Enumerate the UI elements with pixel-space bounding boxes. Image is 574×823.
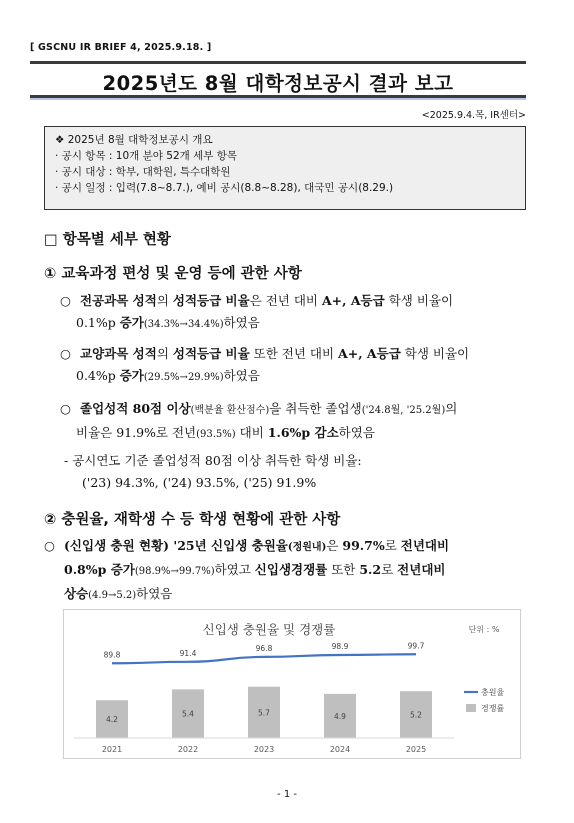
summary-heading: ❖ 2025년 8월 대학정보공시 개요 — [55, 134, 213, 146]
bullet-enrollment: ○ (신입생 충원 현황) '25년 신입생 충원율(정원내)은 99.7%로 전년대비 0.8%p 증가(98.9%→99.7%)하였고 신입생경쟁률 또한 5.2로 전년대비 상승(4.9→5.2)하였음 — [44, 535, 528, 607]
brief-label: [ GSCNU IR BRIEF 4, 2025.9.18. ] — [30, 42, 212, 53]
page-number: - 1 - — [277, 789, 297, 800]
line-data-label: 89.8 — [103, 650, 121, 660]
bar-data-label: 4.2 — [106, 715, 118, 725]
legend-label: 경쟁률 — [481, 704, 505, 713]
summary-item: · 공시 대상 : 학부, 대학원, 특수대학원 — [55, 166, 231, 178]
bullet-mark: ○ — [44, 538, 55, 553]
line-data-label: 99.7 — [407, 641, 425, 651]
line-data-label: 98.9 — [331, 642, 349, 652]
legend-label: 충원율 — [481, 688, 505, 697]
chart-canvas — [64, 610, 520, 758]
bar-data-label: 5.4 — [182, 709, 194, 719]
subsection-title-1: ① 교육과정 편성 및 운영 등에 관한 사항 — [44, 266, 302, 282]
x-tick-label: 2021 — [101, 745, 123, 754]
line-data-label: 96.8 — [255, 643, 273, 653]
x-tick-label: 2022 — [177, 745, 199, 754]
summary-item: · 공시 항목 : 10개 분야 52개 세부 항목 — [55, 150, 238, 162]
title-bottom-accent-rule — [30, 98, 526, 100]
title-top-rule — [30, 61, 526, 64]
bullet-graduation-grades: ○ 졸업성적 80점 이상(백분율 환산점수)을 취득한 졸업생('24.8월, '25.2월)의 비율은 91.9%로 전년(93.5%) 대비 1.6%p 감소하였음 — [60, 398, 530, 446]
enrollment-chart — [63, 609, 521, 759]
x-tick-label: 2023 — [253, 745, 275, 754]
x-tick-label: 2025 — [405, 745, 427, 754]
bullet-mark: ○ — [60, 401, 71, 416]
report-date: <2025.9.4.목, IR센터> — [421, 110, 526, 121]
bar-data-label: 4.9 — [334, 711, 346, 721]
bullet-mark: ○ — [60, 293, 71, 308]
bar-data-label: 5.7 — [258, 708, 270, 718]
summary-box — [44, 126, 526, 210]
line-fill-rate — [112, 654, 416, 663]
bullet-liberal-grades: ○ 교양과목 성적의 성적등급 비율 또한 전년 대비 A+, A등급 학생 비율이 0.4%p 증가(29.5%→29.9%)하였음 — [60, 343, 530, 389]
graduation-rate-note: - 공시연도 기준 졸업성적 80점 이상 취득한 학생 비율: ('23) 94.3%, ('24) 93.5%, ('25) 91.9% — [64, 453, 362, 490]
bullet-major-grades: ○ 전공과목 성적의 성적등급 비율은 전년 대비 A+, A등급 학생 비율이 0.1%p 증가(34.3%→34.4%)하였음 — [60, 290, 530, 336]
chart-unit: 단위 : % — [468, 625, 500, 634]
page-title: 2025년도 8월 대학정보공시 결과 보고 — [102, 72, 454, 95]
summary-item: · 공시 일정 : 입력(7.8~8.7.), 예비 공시(8.8~8.28), 대국민 공시(8.29.) — [55, 182, 394, 194]
subsection-title-2: ② 충원율, 재학생 수 등 학생 현황에 관한 사항 — [44, 512, 341, 528]
chart-title: 신입생 충원율 및 경쟁률 — [202, 622, 336, 637]
section-title: □ 항목별 세부 현황 — [44, 232, 171, 248]
bullet-mark: ○ — [60, 346, 71, 361]
bar-data-label: 5.2 — [410, 710, 422, 720]
line-data-label: 91.4 — [179, 648, 197, 658]
legend-swatch-bar — [466, 704, 476, 712]
x-tick-label: 2024 — [329, 745, 351, 754]
